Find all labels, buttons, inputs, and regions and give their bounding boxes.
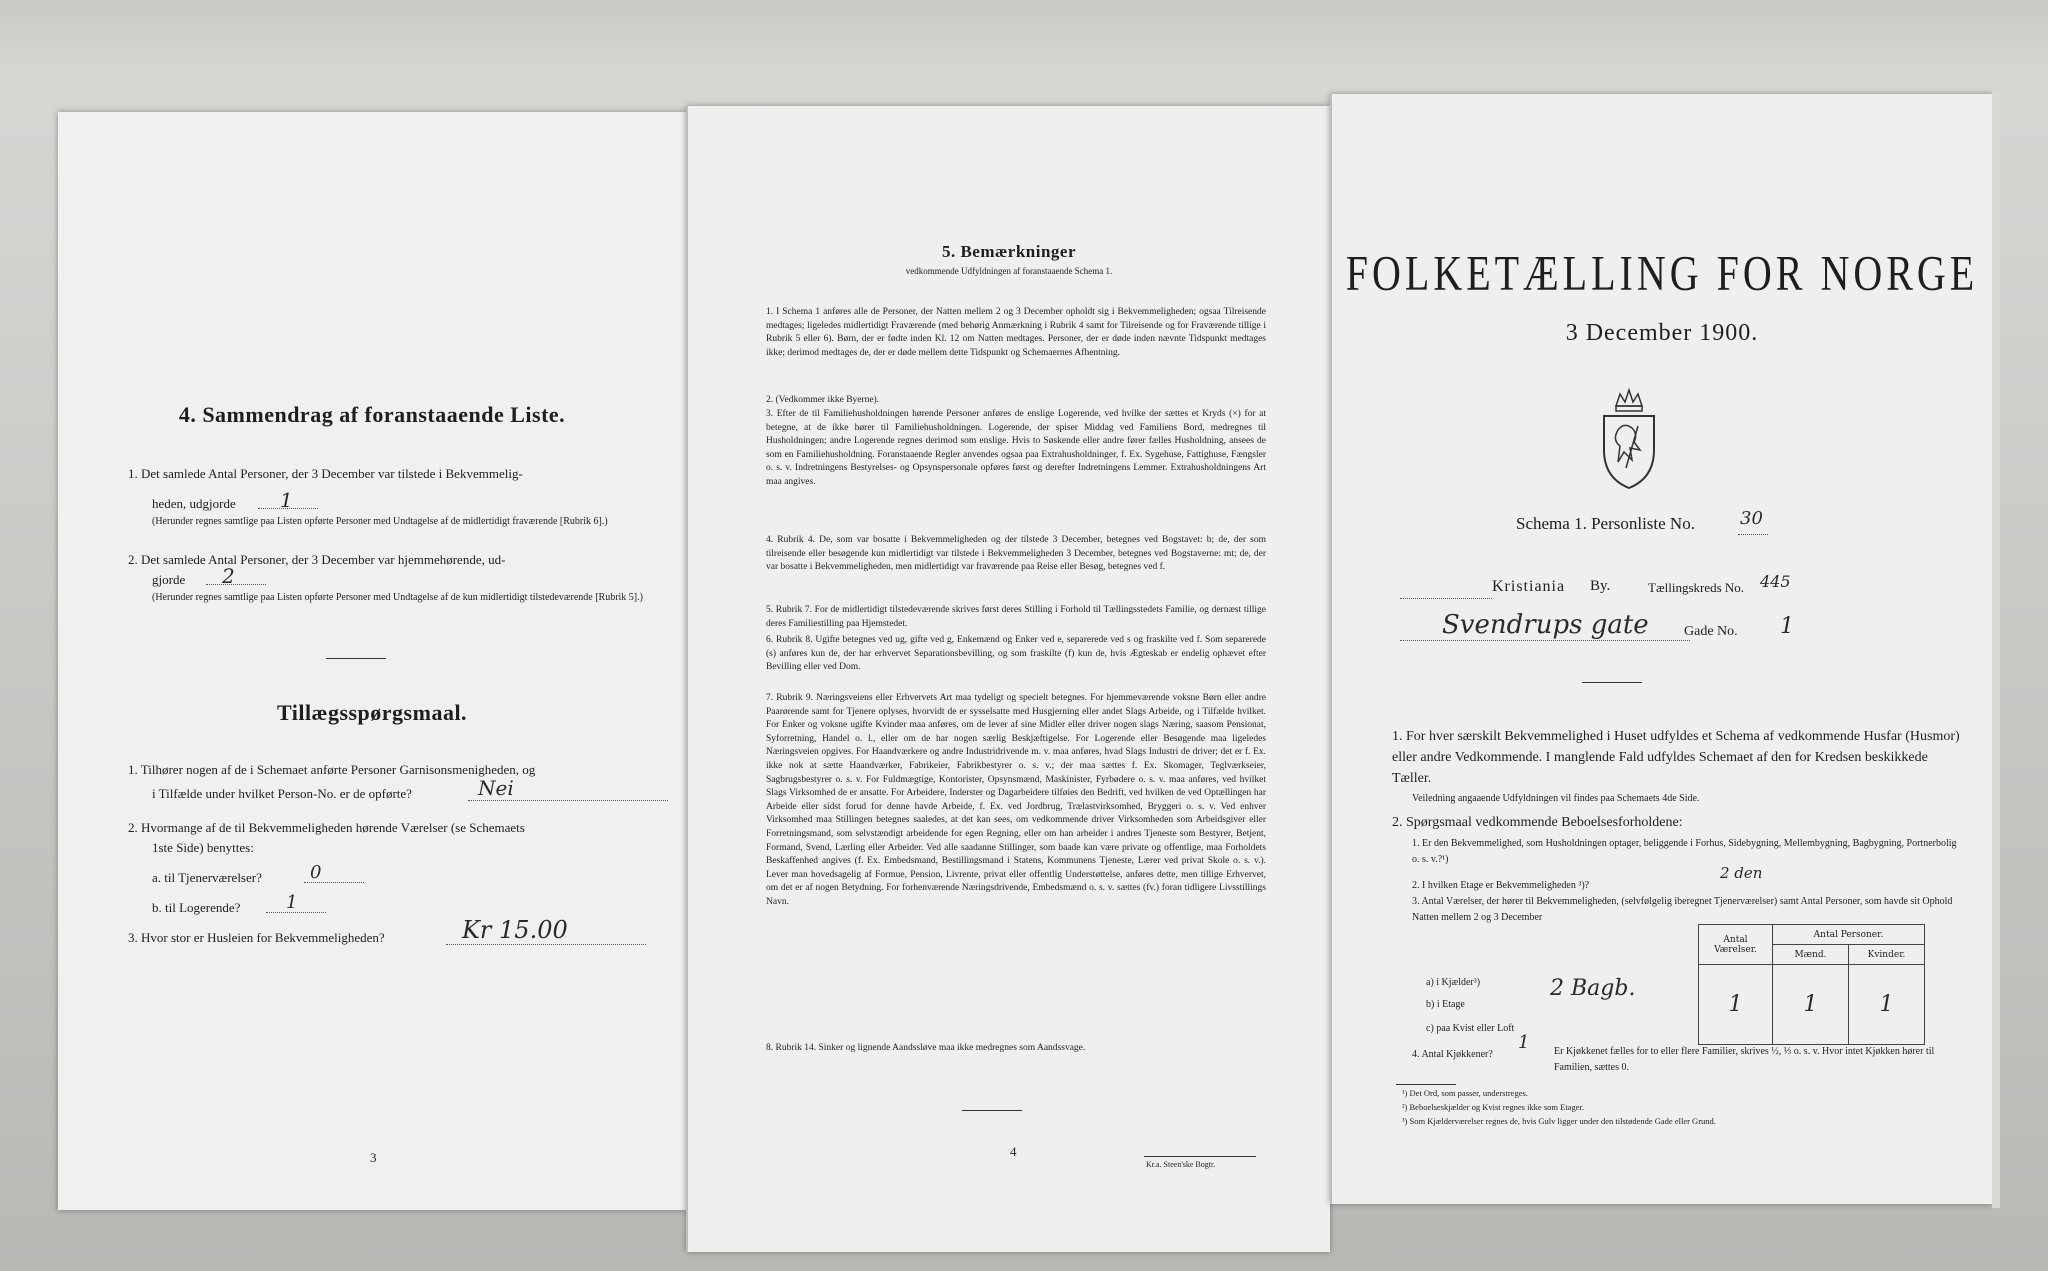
header-persons: Antal Personer.: [1773, 925, 1925, 945]
district-value: 445: [1760, 572, 1791, 591]
printer-rule: [1144, 1156, 1256, 1157]
remark-8: 8. Rubrik 14. Sinker og lignende Aandssløve maa ikke medregnes som Aandssvage.: [766, 1043, 1086, 1053]
remarks-title: 5. Bemærkninger: [941, 242, 1077, 261]
summary-item-2: 2. Det samlede Antal Personer, der 3 December var hjemmehørende, ud-: [128, 552, 506, 567]
summary-item-1-line2: heden, udgjorde: [152, 496, 236, 511]
question-3-value: Kr 15.00: [462, 916, 568, 944]
question-1-answer: Nei: [478, 776, 514, 800]
remark-2: 2. (Vedkommer ikke Byerne).: [766, 395, 880, 405]
question-2-line1: 2. Hvormange af de til Bekvemmeligheden hørende Værelser (se Schemaets: [128, 820, 525, 835]
question-3-dotline: [446, 944, 646, 945]
city-name: Kristiania: [1492, 578, 1566, 595]
remark-7: 7. Rubrik 9. Næringsveiens eller Erhvervets Art maa tydeligt og specielt betegnes. For hjemmeværende voksne Børn eller andre Paarørende samt for Tjenere oplyses, hvorvidt de er sysselsatte med Husgjerning eller andet Slags Arbeide, og i Tilfælde hvilket. For Enker og voksne ugifte Kvinder maa anføres, om de lever af sine Midler eller driver nogen slags Næring, saasom Pensionat, Syforretning, Handel o. l., eller om de har nogen særlig Beskjæftigelse. For Logerende eller Besøgende maa ligeledes Næringsveien opgives. For Haandværkere og andre Industridrivende m. v. maa anføres, hvad Slags Industri de driver; det er f. Ex. ikke nok at sætte Haandværker, Fabrikeier, Fabrikbestyrer o. s. v.; der maa sættes f. Ex. Skomager, Teglværkseier, Sagbrugsbestyrer o. s. v. For Fuldmægtige, Kontorister, Opsynsmænd, Maskinister, Fyrbødere o. s. v. maa anføres, ved hvilket Slags Virksomhed de er ansatte. For Arbeidere, Inderster og Dagarbeidere tilføies den Bedrift, ved hvilken de ved Optællingen har Arbeide eller sidst forud for denne havde Arbeide, f. Ex. ved Jordbrug, Trælastvirksomhed, Bryggeri o. s. v. Ved enhver Virksomhed maa Stillingen betegnes saaledes, at det kan sees, om vedkommende driver Virksomheden som Arbeidsgiver eller Forretningsmand, som selvstændigt arbeidende for egen Regning, eller om han arbeider i andres Tjeneste som Bestyrer, Betjent, Formand, Svend, Lærling eller Arbeider. Ved alle saadanne Stillinger, som baade kan være private og offentlige, maa Forholdets Beskaffenhed angives (f. Ex. Embedsmand, Bestillingsmand i Statens, Kommunens Tjeneste, Lærer ved privat Skole o. s. v.). Lever man hovedsagelig af Formue, Pension, Livrente, privat eller offentlig Understøttelse, anføres dette, men tillige Erhvervet, om det er af nogen Betydning. For forhenværende Næringsdrivende, Embedsmænd o. s. v. sættes (fv.) foran tidligere Livsstillings Navn.: [766, 693, 1266, 907]
city-by-label: By.: [1590, 578, 1611, 594]
rooms-count: 1: [1699, 965, 1773, 1045]
housing-question-2-value: 2 den: [1720, 864, 1763, 882]
summary-item-1-value: 1: [280, 488, 293, 512]
summary-title: 4. Sammendrag af foranstaaende Liste.: [178, 402, 566, 427]
schema-dotline: [1738, 534, 1768, 535]
housing-question-1: 1. Er den Bekvemmelighed, som Husholdningen optager, beliggende i Forhus, Sidebygning, Mellembygning, Bagbygning, Portnerbolig o. s. v.?¹): [1412, 838, 1957, 865]
street-dotline: [1400, 640, 1690, 641]
men-count: 1: [1773, 965, 1849, 1045]
remark-1: 1. I Schema 1 anføres alle de Personer, der Natten mellem 2 og 3 December opholdt sig i Bekvemmeligheden; ogsaa Tilreisende medtages; ligeledes midlertidigt Fraværende (med behørig Anmærkning i Rubrik 4 samt for Tilreisende og for Fraværende tillige i Rubrik 5 eller 6). Børn, der er fødte inden Kl. 12 om Natten medtages. Personer, der er døde inden nævnte Tidspunkt medtages ikke; derimod medtages de, der er døde mellem dette Tidspunkt og Schemaernes Afhentning.: [766, 307, 1266, 358]
question-3-label: 3. Hvor stor er Husleien for Bekvemmeligheden?: [128, 930, 385, 945]
footnote-1: ¹) Det Ord, som passer, understreges.: [1402, 1088, 1528, 1098]
street-gade-label: Gade No.: [1684, 624, 1738, 639]
remarks-divider: [962, 1110, 1022, 1111]
street-number: 1: [1780, 614, 1794, 639]
page-middle: [686, 106, 1330, 1252]
remark-5: 5. Rubrik 7. For de midlertidigt tilstedeværende skrives først deres Stilling i Forhold til Tællingsstedets Familie, og dernæst tillige deres Familiestilling paa Hjemstedet.: [766, 605, 1266, 629]
instruction-2: 2. Spørgsmaal vedkommende Beboelsesforholdene:: [1392, 815, 1683, 830]
schema-value: 30: [1740, 508, 1763, 529]
summary-item-1-note: (Herunder regnes samtlige paa Listen opførte Personer med Undtagelse af de midlertidigt fraværende [Rubrik 6].): [152, 516, 608, 527]
street-name: Svendrups gate: [1442, 610, 1649, 640]
row-floor-value: 2 Bagb.: [1550, 976, 1636, 1001]
footnote-rule: [1396, 1084, 1456, 1085]
question-2a-label: a. til Tjenerværelser?: [152, 870, 262, 885]
schema-label: Schema 1. Personliste No.: [1516, 514, 1695, 533]
instruction-1: 1. For hver særskilt Bekvemmelighed i Huset udfyldes et Schema af vedkommende Husfar (Husmor) eller andre Vedkommende. I manglende Fald udfyldes Schemaet af den for Kredsen beskikkede Tæller.: [1392, 729, 1960, 786]
row-attic: c) paa Kvist eller Loft: [1426, 1023, 1515, 1034]
header-men: Mænd.: [1773, 945, 1849, 965]
page-left: [58, 112, 686, 1210]
kitchens-question: 4. Antal Kjøkkener?: [1412, 1049, 1493, 1060]
district-label: Tællingskreds No.: [1648, 580, 1745, 595]
printer-imprint: Kr.a. Steen'ske Bogtr.: [1146, 1160, 1216, 1169]
question-2b-label: b. til Logerende?: [152, 900, 241, 915]
row-floor: b) i Etage: [1426, 999, 1465, 1010]
question-2-line2: 1ste Side) benyttes:: [152, 840, 254, 855]
instruction-1-note: Veiledning angaaende Udfyldningen vil findes paa Schemaets 4de Side.: [1412, 793, 1700, 804]
women-count: 1: [1849, 965, 1925, 1045]
page-right: [1330, 94, 1992, 1204]
question-1-line2: i Tilfælde under hvilket Person-No. er de opførte?: [152, 786, 412, 801]
row-cellar: a) i Kjælder³): [1426, 977, 1481, 988]
kitchens-value: 1: [1518, 1032, 1530, 1053]
housing-question-3: 3. Antal Værelser, der hører til Bekvemmeligheden, (selvfølgelig iberegnet Tjenerværelser) samt Antal Personer, som havde sit Ophold Natten mellem 2 og 3 December: [1412, 896, 1953, 923]
kitchens-note: Er Kjøkkenet fælles for to eller flere Familier, skrives ½, ⅓ o. s. v. Hvor intet Kjøkken hører til Familien, sættes 0.: [1554, 1046, 1935, 1073]
housing-question-2: 2. I hvilken Etage er Bekvemmeligheden ³)?: [1412, 880, 1590, 891]
census-title: FOLKETÆLLING FOR NORGE: [1345, 244, 1979, 301]
city-dotline-left: [1400, 598, 1492, 599]
address-divider: [1582, 682, 1642, 683]
question-2a-value: 0: [310, 862, 322, 883]
footnote-3: ³) Som Kjælderværelser regnes de, hvis Gulv ligger under den tilstødende Gade eller Grund.: [1402, 1116, 1716, 1126]
census-date: 3 December 1900.: [1565, 320, 1759, 346]
question-1-dotline: [468, 800, 668, 801]
page-edge: [1992, 90, 2000, 1208]
remarks-subtitle: vedkommende Udfyldningen af foranstaaende Schema 1.: [905, 266, 1113, 276]
summary-item-2-line2: gjorde: [152, 572, 186, 587]
page-number-middle: 4: [1010, 1144, 1017, 1159]
question-2b-value: 1: [286, 892, 298, 913]
footnote-2: ²) Beboelseskjælder og Kvist regnes ikke som Etager.: [1402, 1102, 1584, 1112]
summary-item-1: 1. Det samlede Antal Personer, der 3 December var tilstede i Bekvemmelig-: [128, 466, 523, 481]
summary-item-2-dotline: [206, 584, 266, 585]
header-women: Kvinder.: [1849, 945, 1925, 965]
remark-6: 6. Rubrik 8. Ugifte betegnes ved ug, gifte ved g, Enkemænd og Enker ved e, separerede ved s og fraskilte ved f. Som separerede (s) anføres kun de, der har erhvervet Separationsbevilling, og som fraskilte (f) kun de, hvis Ægteskab er endelig ophævet efter Bevilling eller ved Dom.: [766, 635, 1266, 673]
section-divider: [326, 658, 386, 659]
additional-questions-title: Tillægsspørgsmaal.: [276, 700, 468, 725]
page-number-left: 3: [370, 1150, 377, 1165]
norwegian-lion-crest-icon: [1594, 386, 1664, 494]
remark-4: 4. Rubrik 4. De, som var bosatte i Bekvemmeligheden og der tilstede 3 December, betegnes ved Bogstavet: b; de, der som tilreisende eller besøgende kun midlertidigt var tilstede i Bekvemmeligheden 3 December, betegnes ved Bogstaverne: mt; de, der var bosatte i Bekvemmeligheden, men midlertidigt var fraværende paa Reise eller Besøg, betegnes ved f.: [766, 535, 1266, 573]
header-rooms: Antal Værelser.: [1699, 925, 1773, 965]
question-1-line1: 1. Tilhører nogen af de i Schemaet anførte Personer Garnisonsmenigheden, og: [128, 762, 536, 777]
summary-item-2-value: 2: [222, 564, 235, 588]
remark-3: 3. Efter de til Familiehusholdningen hørende Personer anføres de enslige Logerende, ved hvilke der sættes et Kryds (×) for at betegne, at de ikke hører til Familiehusholdningen. Logerende, der spiser Middag ved Familiens Bord, medregnes til Husholdningen; andre Logerende regnes derimod som enslige. Hvis to Søskende eller andre fører fælles Husholdning, ansees de som en Familiehusholdning. Foranstaaende Regler anvendes ogsaa paa Extrahusholdninger, f. Ex. Sygehuse, Fattighuse, Fængsler o. s. v. Indretningens Bestyrelses- og Opsynspersonale opføres først og derefter Indretningens Lemmer. Extrahusholdningens Art maa angives.: [766, 409, 1266, 487]
summary-item-2-note: (Herunder regnes samtlige paa Listen opførte Personer med Undtagelse af de kun midlertidigt tilstedeværende [Rubrik 5].): [152, 592, 643, 603]
